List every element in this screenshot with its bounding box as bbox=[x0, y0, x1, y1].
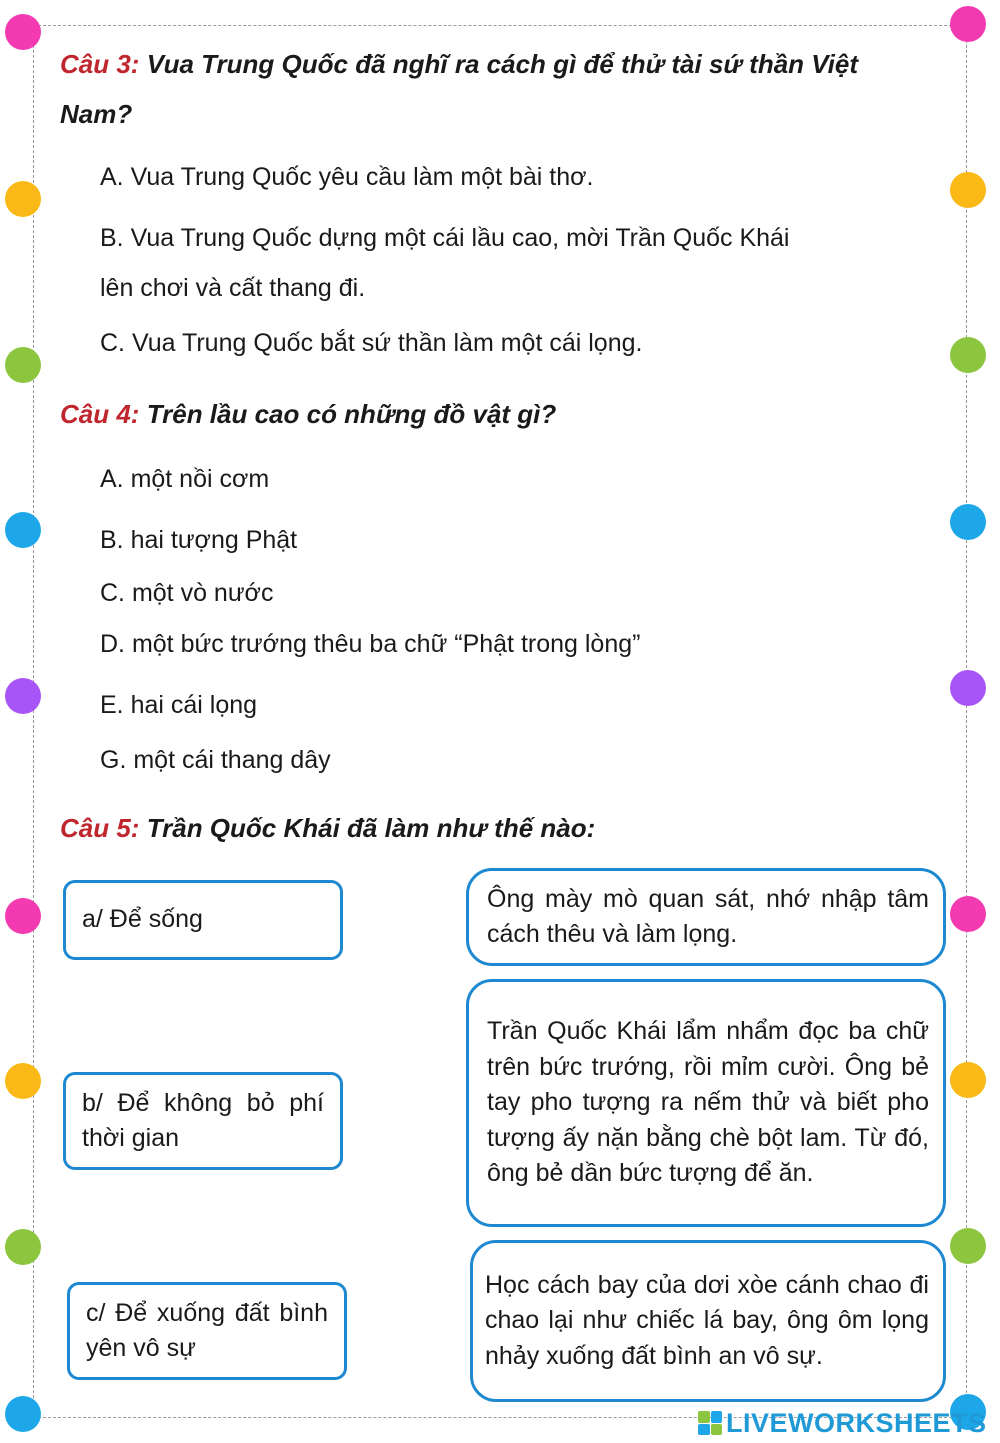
match-left-b[interactable] bbox=[63, 1072, 343, 1170]
question-text: Vua Trung Quốc đã nghĩ ra cách gì để thử tài sứ thần Việt bbox=[146, 49, 859, 79]
yellow-dot-icon bbox=[5, 1063, 41, 1099]
question-text: Trên lầu cao có những đồ vật gì? bbox=[146, 399, 557, 429]
question-3-title-cont bbox=[60, 89, 940, 139]
question-number: Câu 4: bbox=[60, 399, 140, 429]
question-text: Trần Quốc Khái đã làm như thế nào: bbox=[146, 813, 596, 843]
purple-dot-icon bbox=[950, 670, 986, 706]
green-dot-icon bbox=[950, 1228, 986, 1264]
match-right-text: Học cách bay của dơi xòe cánh chao đi chao lại như chiếc lá bay, ông ôm lọng nhảy xuống đất bình an vô sự. bbox=[485, 1270, 929, 1370]
yellow-dot-icon bbox=[950, 172, 986, 208]
question-number: Câu 5: bbox=[60, 813, 140, 843]
green-dot-icon bbox=[5, 1229, 41, 1265]
match-left-label: a/ Để sống bbox=[82, 905, 203, 934]
liveworksheets-logo[interactable] bbox=[698, 1408, 987, 1438]
yellow-dot-icon bbox=[5, 181, 41, 217]
q4-option-d[interactable]: D. một bức trướng thêu ba chữ “Phật trong lòng” bbox=[100, 630, 641, 658]
pink-dot-icon bbox=[950, 6, 986, 42]
logo-text: LIVEWORKSHEETS bbox=[726, 1407, 987, 1438]
q3-option-b[interactable]: B. Vua Trung Quốc dựng một cái lầu cao, mời Trần Quốc Khái bbox=[100, 224, 790, 252]
pink-dot-icon bbox=[5, 898, 41, 934]
q3-option-b-cont[interactable]: lên chơi và cất thang đi. bbox=[100, 274, 366, 302]
q4-option-b[interactable]: B. hai tượng Phật bbox=[100, 526, 298, 554]
blue-dot-icon bbox=[950, 504, 986, 540]
q4-option-a[interactable]: A. một nồi cơm bbox=[100, 465, 270, 493]
q4-option-g[interactable]: G. một cái thang dây bbox=[100, 746, 331, 774]
question-4-title bbox=[60, 389, 940, 439]
match-right-text: Trần Quốc Khái lẩm nhẩm đọc ba chữ trên bức trướng, rồi mỉm cười. Ông bẻ tay pho tượng ra nếm thử và biết pho tượng ấy nặn bằng chè bột lam. Từ đó, ông bẻ dần bức tượng để ăn. bbox=[487, 1017, 929, 1188]
match-left-c[interactable] bbox=[67, 1282, 347, 1380]
question-number: Câu 3: bbox=[60, 49, 140, 79]
q4-option-e[interactable]: E. hai cái lọng bbox=[100, 691, 258, 719]
match-right-text: Ông mày mò quan sát, nhớ nhập tâm cách thêu và làm lọng. bbox=[487, 884, 929, 948]
pink-dot-icon bbox=[5, 14, 41, 50]
q3-option-c[interactable]: C. Vua Trung Quốc bắt sứ thần làm một cái lọng. bbox=[100, 329, 643, 357]
match-right-3[interactable] bbox=[470, 1240, 946, 1402]
yellow-dot-icon bbox=[950, 1062, 986, 1098]
match-left-label: b/ Để không bỏ phí thời gian bbox=[82, 1088, 324, 1152]
q4-option-c[interactable]: C. một vò nước bbox=[100, 579, 274, 607]
green-dot-icon bbox=[950, 337, 986, 373]
match-right-2[interactable] bbox=[466, 979, 946, 1227]
match-left-label: c/ Để xuống đất bình yên vô sự bbox=[86, 1298, 328, 1362]
blue-dot-icon bbox=[5, 1396, 41, 1432]
question-text: Nam? bbox=[60, 99, 133, 129]
purple-dot-icon bbox=[5, 678, 41, 714]
blue-dot-icon bbox=[5, 512, 41, 548]
match-left-a[interactable] bbox=[63, 880, 343, 960]
q3-option-a[interactable]: A. Vua Trung Quốc yêu cầu làm một bài thơ. bbox=[100, 163, 594, 191]
question-5-title bbox=[60, 803, 940, 853]
logo-icon bbox=[698, 1411, 722, 1435]
match-right-1[interactable] bbox=[466, 868, 946, 966]
question-3-title bbox=[60, 39, 940, 89]
green-dot-icon bbox=[5, 347, 41, 383]
pink-dot-icon bbox=[950, 896, 986, 932]
